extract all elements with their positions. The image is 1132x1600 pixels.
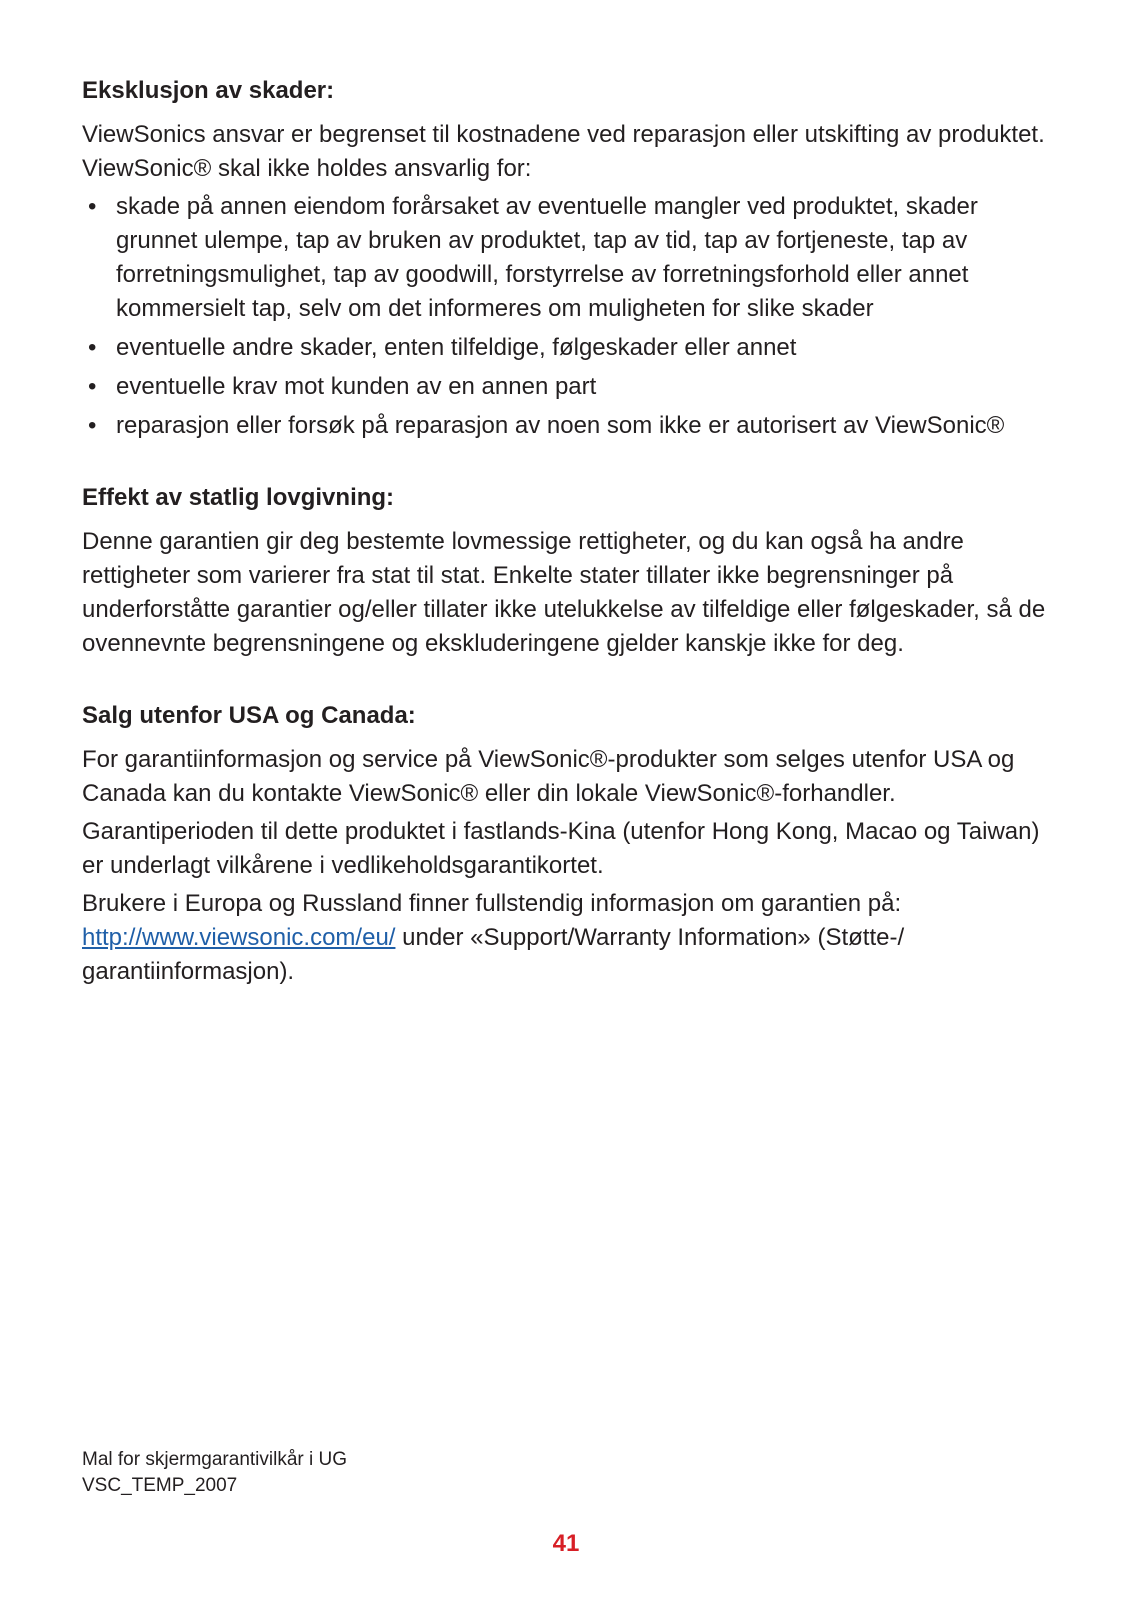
- list-item: [82, 370, 1062, 404]
- section-paragraph: Garantiperioden til dette produktet i fastlands-Kina (utenfor Hong Kong, Macao og Taiwan) er underlagt vilkårene i vedlikeholdsgarantikortet.: [82, 818, 1040, 879]
- section-sales-outside-usa-canada: [82, 699, 1062, 989]
- footer-template-name: Mal for skjermgarantivilkår i UG: [82, 1449, 347, 1470]
- page-number: 41: [552, 1530, 580, 1557]
- section-state-law: [82, 481, 1062, 661]
- footer: [82, 1447, 347, 1499]
- section-body: Denne garantien gir deg bestemte lovmessige rettigheter, og du kan også ha andre rettigheter som varierer fra stat til stat. Enkelte stater tillater ikke begrensninger på underforståtte garantier og/eller tillater ikke utelukkelse av tilfeldige eller følgeskader, så de ovennevnte begrensningene og ekskluderingene gjelder kanskje ikke for deg.: [82, 528, 1046, 657]
- section-intro: ViewSonics ansvar er begrenset til kostnadene ved reparasjon eller utskifting av produktet. ViewSonic® skal ikke holdes ansvarlig for:: [82, 121, 1045, 182]
- section-paragraph: For garantiinformasjon og service på ViewSonic®-produkter som selges utenfor USA og Canada kan du kontakte ViewSonic® eller din lokale ViewSonic®-forhandler.: [82, 746, 1015, 807]
- bullet-icon: •: [88, 373, 97, 400]
- list-item-text: eventuelle krav mot kunden av en annen part: [116, 373, 597, 400]
- list-item-text: eventuelle andre skader, enten tilfeldige, følgeskader eller annet: [116, 334, 797, 361]
- list-item: [82, 190, 1062, 326]
- bullet-icon: •: [88, 412, 97, 439]
- list-item: [82, 331, 1062, 365]
- paragraph-text: Brukere i Europa og Russland finner fullstendig informasjon om garantien på:: [82, 890, 902, 917]
- bullet-list: [82, 190, 1062, 443]
- section-heading: Eksklusjon av skader:: [82, 77, 335, 104]
- section-exclusion-of-damages: [82, 74, 1062, 443]
- section-paragraph: [82, 887, 1062, 989]
- section-heading: Salg utenfor USA og Canada:: [82, 702, 416, 729]
- footer-template-code: VSC_TEMP_2007: [82, 1475, 238, 1496]
- warranty-link[interactable]: http://www.viewsonic.com/eu/: [82, 924, 396, 951]
- document-body: [82, 74, 1062, 1027]
- section-heading: Effekt av statlig lovgivning:: [82, 484, 395, 511]
- paragraph-text: under «Support/Warranty Information» (Støtte-/ garantiinformasjon).: [82, 924, 905, 985]
- list-item: [82, 409, 1062, 443]
- list-item-text: reparasjon eller forsøk på reparasjon av noen som ikke er autorisert av ViewSonic®: [116, 412, 1005, 439]
- bullet-icon: •: [88, 334, 97, 361]
- bullet-icon: •: [88, 193, 97, 220]
- list-item-text: skade på annen eiendom forårsaket av eventuelle mangler ved produktet, skader grunnet ulempe, tap av bruken av produktet, tap av tid, tap av fortjeneste, tap av forretningsmulighet, tap av goodwill, forstyrrelse av forretningsforhold eller annet kommersielt tap, selv om det informeres om muligheten for slike skader: [116, 193, 978, 322]
